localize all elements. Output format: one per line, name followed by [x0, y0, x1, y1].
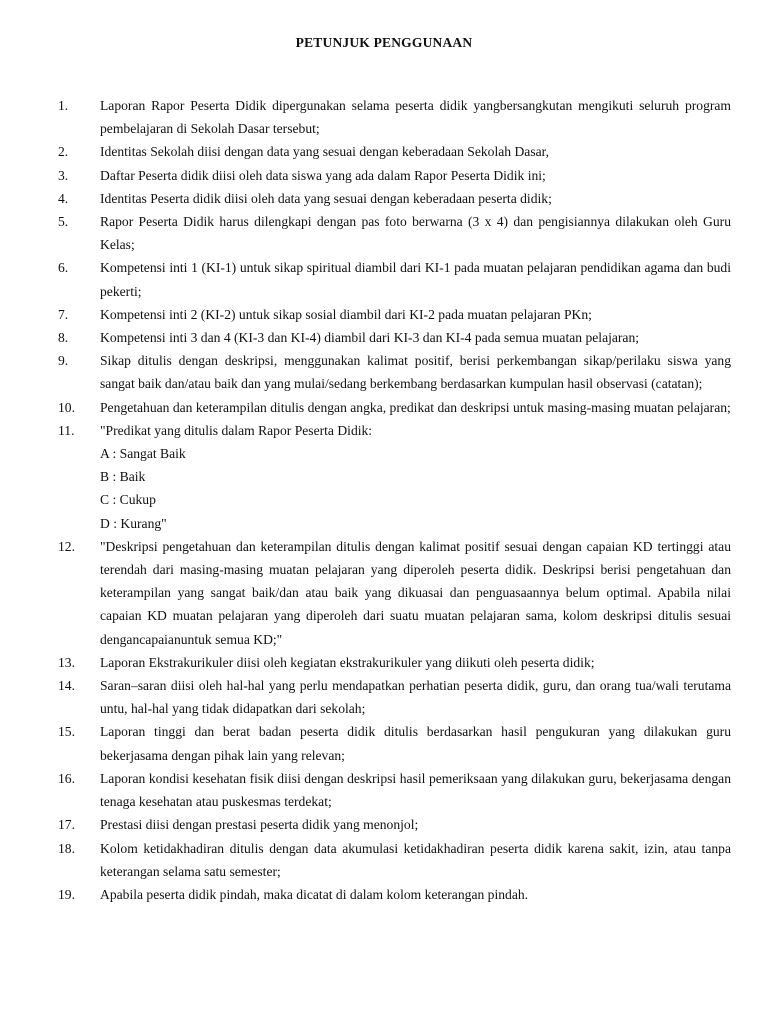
instruction-list: [58, 94, 731, 906]
list-item: [58, 720, 731, 766]
list-item: [58, 767, 731, 813]
item-text: Pengetahuan dan keterampilan ditulis dengan angka, predikat dan deskripsi untuk masing-masing muatan pelajaran;: [100, 399, 731, 415]
item-text: Apabila peserta didik pindah, maka dicatat di dalam kolom keterangan pindah.: [100, 886, 529, 902]
list-item: [58, 349, 731, 395]
item-number: 6.: [58, 260, 69, 276]
list-item: [58, 140, 731, 163]
item-number: 5.: [58, 214, 69, 230]
list-item: [58, 837, 731, 883]
item-text: Laporan Ekstrakurikuler diisi oleh kegiatan ekstrakurikuler yang diikuti oleh peserta didik;: [100, 654, 595, 670]
list-item: [58, 651, 731, 674]
list-item: [58, 396, 731, 419]
item-text: Prestasi diisi dengan prestasi peserta didik yang menonjol;: [100, 817, 419, 833]
item-number: 9.: [58, 353, 69, 369]
list-item: [58, 94, 731, 140]
item-number: 15.: [58, 724, 75, 740]
item-number: 2.: [58, 144, 69, 160]
list-item: [58, 674, 731, 720]
list-item: [58, 813, 731, 836]
grade-option: C : Cukup: [100, 492, 156, 508]
item-text: Saran–saran diisi oleh hal-hal yang perlu mendapatkan perhatian peserta didik, guru, dan orang tua/wali terutama untu, hal-hal yang tidak didapatkan dari sekolah;: [100, 678, 731, 717]
list-item: [58, 303, 731, 326]
item-text: Sikap ditulis dengan deskripsi, menggunakan kalimat positif, berisi perkembangan sikap/perilaku siswa yang sangat baik dan/atau baik dan yang mulai/sedang berkembang berdasarkan kumpulan hasil observasi (catatan);: [100, 353, 731, 392]
item-text: "Predikat yang ditulis dalam Rapor Peserta Didik:: [100, 422, 373, 438]
item-text: Identitas Sekolah diisi dengan data yang sesuai dengan keberadaan Sekolah Dasar,: [100, 144, 550, 160]
item-number: 18.: [58, 840, 75, 856]
list-item: [58, 210, 731, 256]
item-number: 7.: [58, 306, 69, 322]
item-number: 13.: [58, 654, 75, 670]
list-item: [58, 419, 731, 535]
item-number: 8.: [58, 330, 69, 346]
item-text: Kompetensi inti 1 (KI-1) untuk sikap spiritual diambil dari KI-1 pada muatan pelajaran pendidikan agama dan budi pekerti;: [100, 260, 731, 299]
page-title: PETUNJUK PENGGUNAAN: [295, 35, 473, 50]
item-number: 1.: [58, 98, 69, 113]
item-text: Identitas Peserta didik diisi oleh data yang sesuai dengan keberadaan peserta didik;: [100, 190, 552, 206]
item-number: 3.: [58, 167, 69, 183]
item-text: Kolom ketidakhadiran ditulis dengan data akumulasi ketidakhadiran peserta didik karena sakit, izin, atau tanpa keterangan selama satu semester;: [100, 840, 731, 879]
grade-option: B : Baik: [100, 469, 146, 485]
item-text: Kompetensi inti 2 (KI-2) untuk sikap sosial diambil dari KI-2 pada muatan pelajaran PKn;: [100, 306, 592, 322]
item-number: 10.: [58, 399, 75, 415]
list-item: [58, 326, 731, 349]
item-number: 11.: [58, 422, 75, 438]
list-item: [58, 164, 731, 187]
item-number: 19.: [58, 886, 75, 902]
list-item: [58, 187, 731, 210]
item-number: 16.: [58, 770, 75, 786]
item-text: Laporan tinggi dan berat badan peserta didik ditulis berdasarkan hasil pengukuran yang dilakukan guru bekerjasama dengan pihak lain yang relevan;: [100, 724, 731, 763]
item-text: Kompetensi inti 3 dan 4 (KI-3 dan KI-4) diambil dari KI-3 dan KI-4 pada semua muatan pelajaran;: [100, 330, 640, 346]
list-item: [58, 256, 731, 302]
list-item: [58, 535, 731, 651]
list-item: [58, 883, 731, 906]
grade-option: A : Sangat Baik: [100, 446, 186, 462]
item-number: 4.: [58, 190, 69, 206]
item-number: 17.: [58, 817, 75, 833]
item-text: Daftar Peserta didik diisi oleh data siswa yang ada dalam Rapor Peserta Didik ini;: [100, 167, 546, 183]
item-number: 14.: [58, 678, 75, 694]
item-text: Laporan Rapor Peserta Didik dipergunakan selama peserta didik yangbersangkutan mengikuti seluruh program pembelajaran di Sekolah Dasar tersebut;: [100, 98, 731, 137]
item-text: "Deskripsi pengetahuan dan keterampilan ditulis dengan kalimat positif sesuai dengan capaian KD tertinggi atau terendah dari masing-masing muatan pelajaran yang diperoleh peserta didik. Deskripsi berisi pengetahuan dan keterampilan yang sangat baik/dan atau baik yang dikuasai dan penguasaannya belum optimal. Apabila nilai capaian KD muatan pelajaran yang diperoleh dari suatu muatan pelajaran sama, kolom deskripsi ditulis sesuai dengancapaianuntuk semua KD;": [100, 538, 731, 647]
item-text: Laporan kondisi kesehatan fisik diisi dengan deskripsi hasil pemeriksaan yang dilakukan guru, bekerjasama dengan tenaga kesehatan atau puskesmas terdekat;: [100, 770, 731, 810]
item-text: Rapor Peserta Didik harus dilengkapi dengan pas foto berwarna (3 x 4) dan pengisiannya dilakukan oleh Guru Kelas;: [100, 214, 731, 253]
grade-option: D : Kurang": [100, 515, 167, 531]
item-number: 12.: [58, 538, 75, 554]
